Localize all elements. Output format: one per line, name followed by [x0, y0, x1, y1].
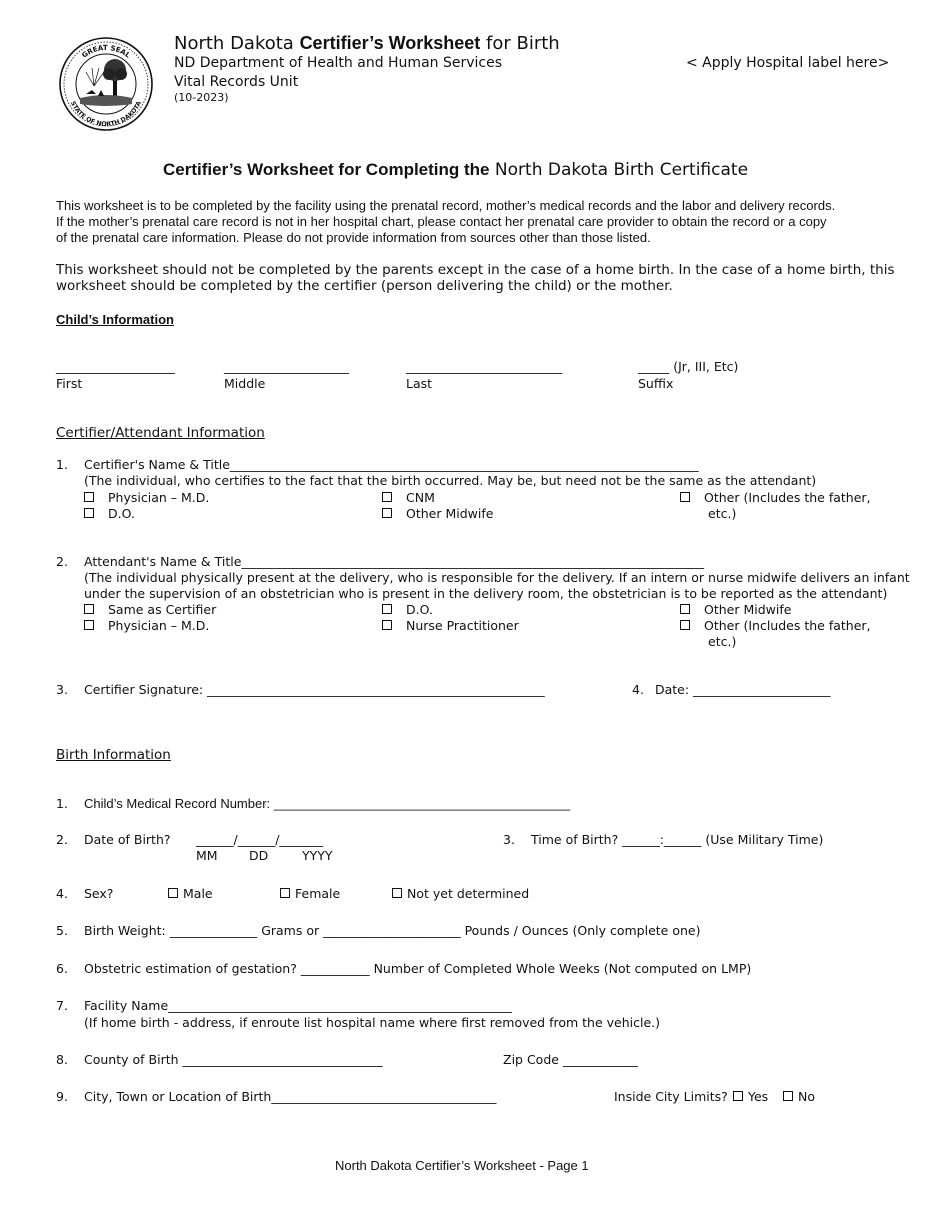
att-opt-other-label-2: etc.)	[708, 634, 737, 649]
child-suffix-field[interactable]: _____ (Jr, III, Etc)	[638, 359, 739, 374]
city-limits-no[interactable]	[783, 1089, 815, 1104]
birth-weight-field[interactable]: Birth Weight: ______________ Grams or ______________________ Pounds / Ounces (Only complete one)	[84, 923, 701, 938]
sex-opt-female[interactable]	[280, 886, 340, 901]
header-title	[174, 33, 560, 54]
cert-opt-other-midwife[interactable]	[382, 506, 493, 521]
sex-opt-male-label: Male	[183, 886, 213, 901]
seal-top-text: GREAT SEAL	[80, 43, 132, 60]
att-opt-other-label: Other (Includes the father,	[704, 618, 871, 633]
cert-opt-do-label: D.O.	[108, 506, 135, 521]
sex-opt-undetermined-label: Not yet determined	[407, 886, 530, 901]
intro-line-3: of the prenatal care information. Please do not provide information from sources other than those listed.	[56, 230, 651, 245]
checkbox[interactable]	[382, 492, 392, 502]
child-first-label: First	[56, 376, 83, 391]
city-of-birth-field[interactable]: City, Town or Location of Birth____________________________________	[84, 1089, 497, 1104]
b1-number: 1.	[56, 796, 68, 811]
header-title-suffix: for Birth	[480, 33, 560, 54]
b9-number: 9.	[56, 1089, 68, 1104]
header-revision: (10-2023)	[174, 91, 229, 104]
cert-opt-physician-label: Physician – M.D.	[108, 490, 210, 505]
b2-number: 2.	[56, 832, 68, 847]
header-title-bold: Certifier’s Worksheet	[299, 33, 481, 53]
seal-tree-icon	[103, 59, 127, 96]
cert-opt-cnm[interactable]	[382, 490, 435, 505]
b5-number: 5.	[56, 923, 68, 938]
dob-yyyy-label: YYYY	[302, 848, 333, 863]
att-opt-physician[interactable]	[84, 618, 209, 633]
hospital-label-area[interactable]: < Apply Hospital label here>	[686, 55, 890, 71]
att-opt-do-label: D.O.	[406, 602, 433, 617]
city-limits-yes[interactable]	[733, 1089, 768, 1104]
dob-field[interactable]: ______/______/_______	[196, 832, 324, 847]
intro2-line-2: worksheet should be completed by the certifier (person delivering the child) or the mother.	[56, 278, 673, 294]
checkbox[interactable]	[382, 620, 392, 630]
certifier-name-field[interactable]: Certifier's Name & Title___________________________________________________________________________	[84, 457, 699, 472]
birth-info-heading: Birth Information	[56, 747, 171, 763]
checkbox[interactable]	[84, 604, 94, 614]
city-limits-yes-label: Yes	[748, 1089, 769, 1104]
child-first-name-field[interactable]: ___________________	[56, 359, 175, 374]
child-middle-name-field[interactable]: ____________________	[224, 359, 349, 374]
attendant-name-field[interactable]: Attendant's Name & Title__________________________________________________________________________	[84, 554, 704, 569]
city-limits-no-label: No	[798, 1089, 815, 1104]
seal-sunrise-icon	[86, 68, 104, 86]
sex-opt-undetermined[interactable]	[392, 886, 529, 901]
certifier-date-field[interactable]: Date: ______________________	[655, 682, 831, 697]
dob-label: Date of Birth?	[84, 832, 171, 847]
checkbox[interactable]	[680, 620, 690, 630]
header-unit: Vital Records Unit	[174, 74, 299, 90]
sex-opt-female-label: Female	[295, 886, 341, 901]
intro2-line-1: This worksheet should not be completed by the parents except in the case of a home birth. In the case of a home birth, this	[56, 262, 895, 278]
checkbox[interactable]	[84, 620, 94, 630]
page-title-bold: Certifier’s Worksheet for Completing the	[163, 160, 490, 179]
intro-line-2: If the mother’s prenatal care record is not in her hospital chart, please contact her prenatal care provider to obtain the record or a copy	[56, 214, 827, 229]
att-opt-same-label: Same as Certifier	[108, 602, 217, 617]
child-suffix-label: Suffix	[638, 376, 674, 391]
zip-code-field[interactable]: Zip Code ____________	[503, 1052, 638, 1067]
att-opt-same[interactable]	[84, 602, 216, 617]
seal-figures-icon	[86, 90, 104, 96]
header-department: ND Department of Health and Human Services	[174, 55, 503, 71]
child-info-heading: Child’s Information	[56, 312, 174, 327]
dob-mm-label: MM	[196, 848, 218, 863]
checkbox[interactable]	[84, 492, 94, 502]
att-opt-other[interactable]	[680, 618, 871, 633]
inside-city-limits-label: Inside City Limits?	[614, 1089, 728, 1104]
county-of-birth-field[interactable]: County of Birth ________________________________	[84, 1052, 383, 1067]
checkbox[interactable]	[392, 888, 402, 898]
checkbox[interactable]	[783, 1091, 793, 1101]
page-title	[163, 160, 748, 180]
cert-opt-cnm-label: CNM	[406, 490, 435, 505]
page-footer: North Dakota Certifier’s Worksheet - Page 1	[335, 1158, 589, 1173]
checkbox[interactable]	[680, 604, 690, 614]
b6-number: 6.	[56, 961, 68, 976]
checkbox[interactable]	[280, 888, 290, 898]
checkbox[interactable]	[382, 508, 392, 518]
att-opt-other-midwife[interactable]	[680, 602, 791, 617]
gestation-field[interactable]: Obstetric estimation of gestation? ___________ Number of Completed Whole Weeks (Not computed on LMP)	[84, 961, 752, 976]
checkbox[interactable]	[168, 888, 178, 898]
q2-number: 2.	[56, 554, 68, 569]
facility-note: (If home birth - address, if enroute list hospital name where first removed from the vehicle.)	[84, 1015, 661, 1030]
attendant-note-2: under the supervision of an obstetrician who is present in the delivery room, the obstetrician is to be reported as the attendant)	[84, 586, 888, 601]
certifier-note: (The individual, who certifies to the fact that the birth occurred. May be, but need not be the same as the attendant)	[84, 473, 817, 488]
checkbox[interactable]	[382, 604, 392, 614]
q1-number: 1.	[56, 457, 68, 472]
b4-number: 4.	[56, 886, 68, 901]
attendant-note-1: (The individual physically present at the delivery, who is responsible for the delivery. If an intern or nurse midwife delivers an infant	[84, 570, 910, 585]
att-opt-np[interactable]	[382, 618, 519, 633]
checkbox[interactable]	[680, 492, 690, 502]
q3-number: 3.	[56, 682, 68, 697]
seal-ground-icon	[80, 95, 132, 106]
att-opt-other-midwife-label: Other Midwife	[704, 602, 792, 617]
header-title-prefix: North Dakota	[174, 33, 300, 54]
b3-number: 3.	[503, 832, 515, 847]
b7-number: 7.	[56, 998, 68, 1013]
cert-opt-physician[interactable]	[84, 490, 209, 505]
att-opt-physician-label: Physician – M.D.	[108, 618, 210, 633]
page-title-normal: North Dakota Birth Certificate	[489, 160, 749, 180]
cert-opt-other[interactable]	[680, 490, 871, 505]
child-last-label: Last	[406, 376, 433, 391]
cert-opt-other-midwife-label: Other Midwife	[406, 506, 494, 521]
cert-opt-other-label: Other (Includes the father,	[704, 490, 871, 505]
att-opt-do[interactable]	[382, 602, 433, 617]
time-of-birth-field[interactable]: Time of Birth? ______:______ (Use Military Time)	[531, 832, 824, 847]
child-middle-label: Middle	[224, 376, 266, 391]
state-seal-logo	[58, 36, 154, 132]
q4-number: 4.	[632, 682, 644, 697]
att-opt-np-label: Nurse Practitioner	[406, 618, 519, 633]
sex-label: Sex?	[84, 886, 114, 901]
intro-line-1: This worksheet is to be completed by the facility using the prenatal record, mother’s medical records and the labor and delivery records.	[56, 198, 836, 213]
medical-record-number-field[interactable]: Child’s Medical Record Number: _________________________________________	[84, 796, 571, 811]
checkbox[interactable]	[84, 508, 94, 518]
b8-number: 8.	[56, 1052, 68, 1067]
seal-bottom-text: STATE OF NORTH DAKOTA	[68, 100, 144, 129]
dob-dd-label: DD	[249, 848, 269, 863]
sex-opt-male[interactable]	[168, 886, 213, 901]
certifier-signature-field[interactable]: Certifier Signature: ______________________________________________________	[84, 682, 545, 697]
checkbox[interactable]	[733, 1091, 743, 1101]
cert-opt-other-label-2: etc.)	[708, 506, 737, 521]
cert-opt-do[interactable]	[84, 506, 135, 521]
certifier-heading: Certifier/Attendant Information	[56, 425, 265, 441]
child-last-name-field[interactable]: _________________________	[406, 359, 563, 374]
facility-name-field[interactable]: Facility Name_______________________________________________________	[84, 998, 512, 1013]
